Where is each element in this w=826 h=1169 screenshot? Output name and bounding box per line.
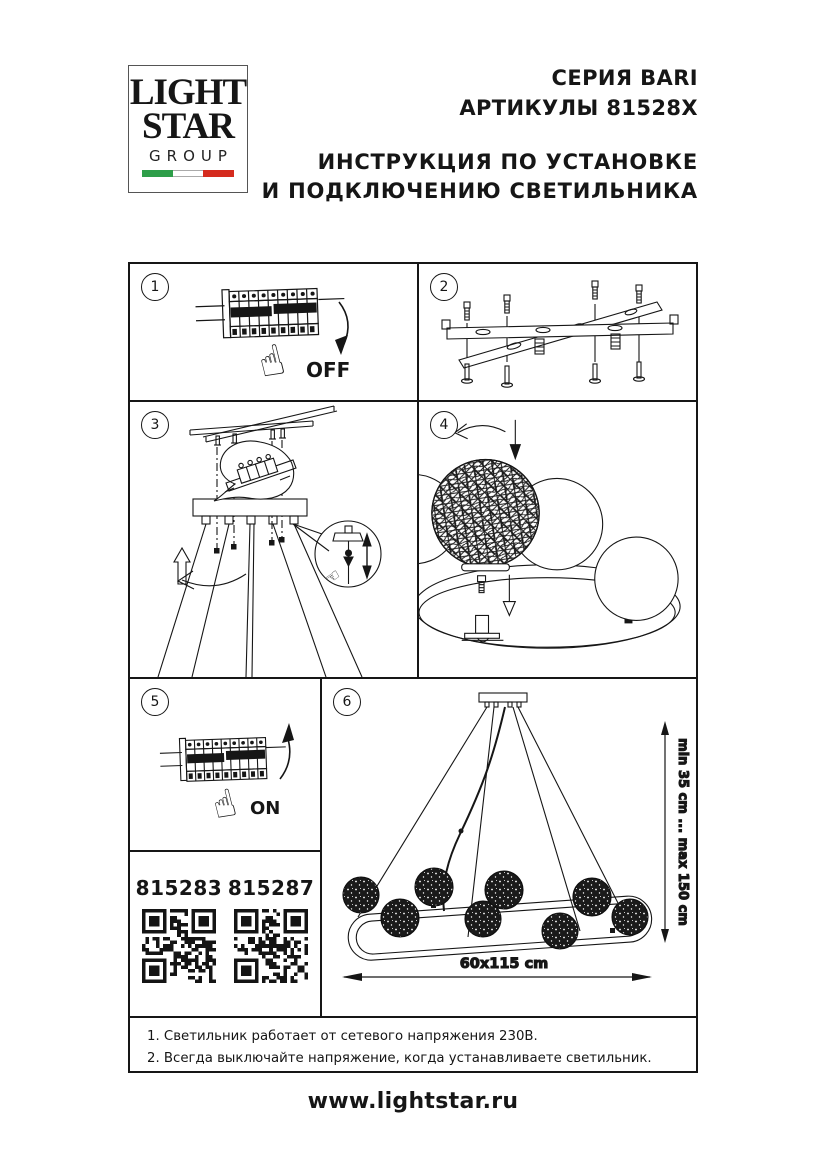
- step-panel-4: [419, 402, 696, 679]
- step4-shade-drawing: [419, 402, 696, 677]
- qr-code: [142, 909, 216, 983]
- arrow-down-icon: [510, 420, 520, 459]
- instruction-steps-table: [128, 262, 698, 1073]
- header-title-block: [262, 64, 698, 207]
- lightstar-logo: [128, 65, 248, 193]
- step-number-badge: 6: [333, 688, 361, 716]
- italian-flag-stripe: [142, 170, 234, 177]
- ceiling-brackets: [190, 406, 337, 445]
- logo-word-star: STAR: [142, 106, 234, 148]
- note-line-2: 2. Всегда выключайте напряжение, когда устанавливаете светильник.: [147, 1050, 652, 1066]
- hand-point-left-icon: ☜: [321, 564, 345, 589]
- flag-red-segment: [203, 170, 234, 177]
- step1-breaker-off-drawing: [130, 264, 417, 400]
- height-dimension-label: min 35 cm ... max 150 cm: [675, 738, 690, 926]
- cable-lock-callout: [293, 521, 381, 588]
- cord-connector: [459, 829, 464, 834]
- arrow-down-outline-icon: [503, 575, 515, 616]
- article-code: 815287: [227, 876, 315, 900]
- step3-canopy-drawing: [130, 402, 417, 677]
- instruction-title-line1: ИНСТРУКЦИЯ ПО УСТАНОВКЕ: [317, 149, 698, 174]
- step-panel-5: [130, 679, 322, 852]
- circuit-breaker-drawing: [195, 286, 346, 339]
- step-panel-1: [130, 264, 419, 402]
- arrow-curved-up-icon: [280, 723, 294, 779]
- article-815283: [136, 876, 223, 987]
- step-panel-3: [130, 402, 419, 679]
- articles-panel: [130, 852, 322, 1018]
- website-url: www.lightstar.ru: [307, 1089, 519, 1114]
- step-panel-2: [419, 264, 696, 402]
- canopy: [193, 499, 307, 524]
- width-dimension: [342, 973, 652, 981]
- step6-chandelier-drawing: [322, 679, 696, 1016]
- hand-point-up-icon: ☝: [207, 780, 241, 829]
- instruction-title-line2: И ПОДКЛЮЧЕНИЮ СВЕТИЛЬНИКА: [261, 179, 698, 204]
- on-label: ON: [250, 798, 281, 819]
- logo-word-light: LIGHT: [129, 72, 247, 113]
- qr-code: [234, 909, 308, 983]
- step-number-badge: 3: [141, 411, 169, 439]
- cross-bar-horizontal: [442, 315, 678, 339]
- width-dimension-label: 60x115 cm: [459, 956, 549, 972]
- article-815287: [228, 876, 315, 987]
- flag-white-segment: [173, 170, 204, 177]
- step-number-badge: 5: [141, 688, 169, 716]
- anchor-bolts: [462, 362, 645, 387]
- ceiling-canopy: [479, 693, 527, 707]
- arrow-curved-down-icon: [335, 302, 348, 355]
- off-label: OFF: [306, 358, 351, 382]
- step2-brackets-drawing: [419, 264, 696, 400]
- glass-sphere: [595, 537, 678, 620]
- notes-panel: [130, 1018, 696, 1071]
- logo-word-group: GROUP: [149, 147, 233, 166]
- hand-point-up-icon: ☝: [253, 334, 290, 389]
- threaded-nipple: [478, 576, 486, 593]
- step-number-badge: 2: [430, 273, 458, 301]
- height-dimension: [661, 721, 669, 943]
- articles-title: АРТИКУЛЫ 81528X: [459, 95, 698, 120]
- mesh-sphere-shades: [343, 868, 648, 949]
- step-panel-6: [322, 679, 696, 1018]
- circuit-breaker-drawing: [159, 735, 286, 782]
- series-title: СЕРИЯ BARI: [551, 66, 698, 90]
- article-code: 815283: [135, 876, 223, 900]
- note-line-1: 1. Светильник работает от сетевого напряжения 230В.: [147, 1029, 538, 1044]
- step-number-badge: 1: [141, 273, 169, 301]
- flag-green-segment: [142, 170, 173, 177]
- step-number-badge: 4: [430, 411, 458, 439]
- rotate-arrow-icon: [455, 424, 506, 439]
- terminal-block-callout: [214, 441, 296, 501]
- socket-assembly: [462, 615, 504, 641]
